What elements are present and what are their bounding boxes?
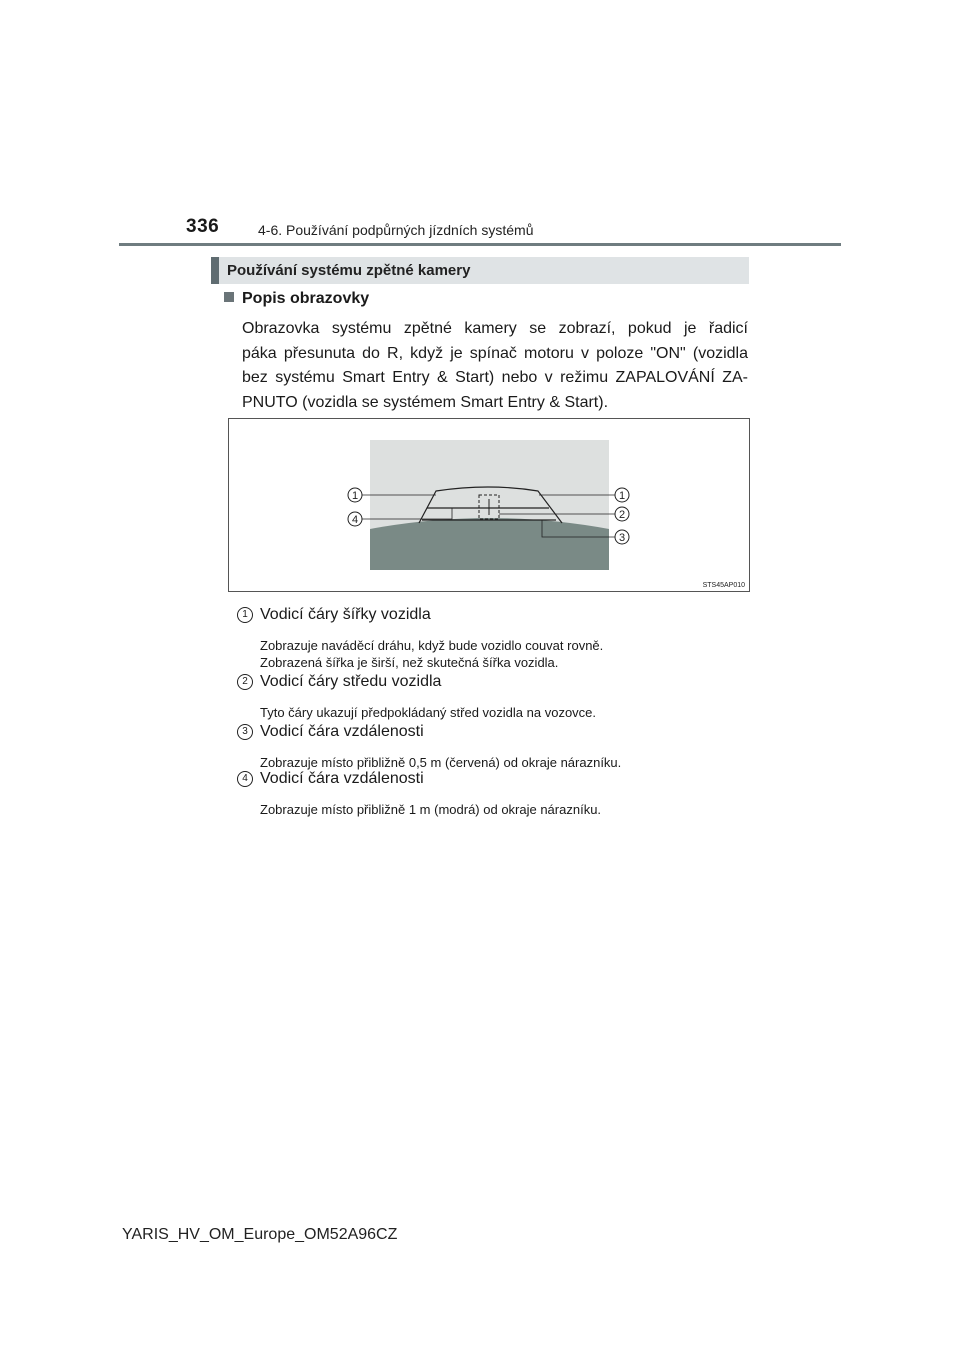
subsection-heading: [224, 290, 369, 308]
camera-screen-figure: [228, 418, 750, 592]
item-description: Zobrazuje místo přibližně 1 m (modrá) od okraje nárazníku.: [260, 802, 602, 817]
item-description: Zobrazuje naváděcí dráhu, když bude vozidlo couvat rovně.: [260, 638, 604, 653]
chapter-title: 4-6. Používání podpůrných jízdních systémů: [258, 222, 534, 238]
intro-line: PNUTO (vozidla se systémem Smart Entry & Start).: [242, 393, 609, 411]
subsection-heading-text: Popis obrazovky: [242, 290, 370, 307]
item-title: Vodicí čára vzdálenosti: [260, 770, 424, 787]
page-number: 336: [186, 216, 220, 237]
item-title: Vodicí čáry šířky vozidla: [260, 606, 431, 623]
header-divider: [119, 243, 841, 246]
square-bullet-icon: [224, 292, 234, 302]
item-number-badge: 2: [237, 674, 253, 690]
item-description: Zobrazená šířka je širší, než skutečná šířka vozidla.: [260, 655, 559, 670]
figure-code: STS45AP010: [702, 582, 745, 589]
rear-bumper: [370, 518, 609, 570]
callout-3: 3: [618, 532, 626, 544]
intro-paragraph: [242, 317, 748, 415]
item-description: Tyto čáry ukazují předpokládaný střed vozidla na vozovce.: [260, 705, 597, 720]
callout-4: 4: [351, 514, 359, 526]
item-number-badge: 3: [237, 724, 253, 740]
item-title: Vodicí čáry středu vozidla: [260, 673, 442, 690]
item-number-badge: 4: [237, 771, 253, 787]
intro-line: Obrazovka systému zpětné kamery se zobrazí, pokud je řadicí: [242, 320, 748, 337]
intro-line: páka přesunuta do R, když je spínač motoru v poloze "ON" (vozidla: [242, 344, 748, 362]
callout-2: 2: [618, 509, 626, 521]
list-item: [237, 722, 621, 771]
intro-line: bez systému Smart Entry & Start) nebo v režimu ZAPALOVÁNÍ ZA-: [242, 369, 748, 386]
section-heading: Používání systému zpětné kamery: [211, 257, 749, 284]
item-title: Vodicí čára vzdálenosti: [260, 723, 424, 740]
list-item: [237, 672, 596, 721]
item-description: Zobrazuje místo přibližně 0,5 m (červená) od okraje nárazníku.: [260, 755, 622, 770]
callout-1-left: 1: [351, 490, 359, 502]
camera-screen-illustration: [229, 419, 749, 591]
list-item: [237, 769, 601, 818]
item-number-badge: 1: [237, 607, 253, 623]
list-item: [237, 605, 603, 671]
callout-1-right: 1: [618, 490, 626, 502]
document-code: YARIS_HV_OM_Europe_OM52A96CZ: [122, 1226, 398, 1243]
